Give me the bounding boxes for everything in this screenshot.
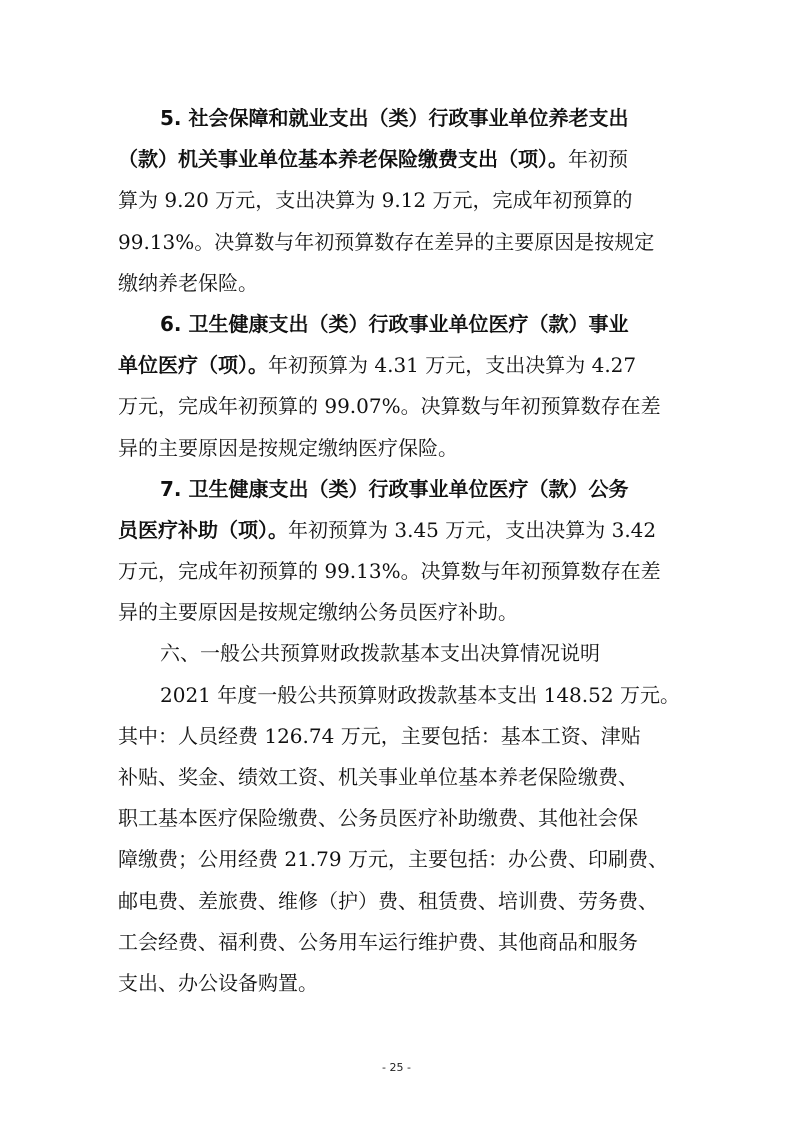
- item-7-line-4: 异的主要原因是按规定缴纳公务员医疗补助。: [118, 600, 518, 625]
- section-6-paragraph-line-1: 2021 年度一般公共预算财政拨款基本支出 148.52 万元。: [160, 682, 680, 707]
- item-5-title-part-2: （款）机关事业单位基本养老保险缴费支出（项）。: [118, 147, 568, 172]
- item-5-line-4: 99.13%。决算数与年初预算数存在差异的主要原因是按规定: [118, 229, 655, 254]
- item-7-title-part-1: 7. 卫生健康支出（类）行政事业单位医疗（款）公务: [160, 476, 629, 501]
- section-6-paragraph-line-6: 邮电费、差旅费、维修（护）费、租赁费、培训费、劳务费、: [118, 888, 658, 913]
- item-6-line-1: [118, 304, 683, 345]
- document-body: [118, 98, 683, 1004]
- item-5-line-1: [118, 98, 683, 139]
- item-7-line-1: [118, 469, 683, 510]
- item-6-title-part-2: 单位医疗（项）。: [118, 353, 268, 378]
- section-6-paragraph-line-4: 职工基本医疗保险缴费、公务员医疗补助缴费、其他社会保: [118, 806, 638, 831]
- page-number: - 25 -: [382, 1061, 411, 1074]
- item-6-title-part-1: 6. 卫生健康支出（类）行政事业单位医疗（款）事业: [160, 311, 629, 336]
- item-6-line-3: 万元，完成年初预算的 99.07%。决算数与年初预算数存在差: [118, 394, 661, 419]
- item-7-text-part-1: 年初预算为 3.45 万元，支出决算为 3.42: [288, 517, 657, 542]
- item-6-line-2: [118, 345, 683, 386]
- item-5-line-5: 缴纳养老保险。: [118, 270, 258, 295]
- item-5-line-2: [118, 139, 683, 180]
- item-5-title-part-1: 5. 社会保障和就业支出（类）行政事业单位养老支出: [160, 106, 629, 130]
- item-6-line-4: 异的主要原因是按规定缴纳医疗保险。: [118, 435, 458, 460]
- item-7-line-3: 万元，完成年初预算的 99.13%。决算数与年初预算数存在差: [118, 559, 661, 584]
- section-6-paragraph-line-7: 工会经费、福利费、公务用车运行维护费、其他商品和服务: [118, 929, 638, 954]
- section-6-paragraph-line-5: 障缴费；公用经费 21.79 万元，主要包括：办公费、印刷费、: [118, 847, 668, 872]
- item-5-text-part-1: 年初预: [568, 147, 628, 172]
- section-6-paragraph-line-8: 支出、办公设备购置。: [118, 970, 318, 995]
- section-6-paragraph-line-3: 补贴、奖金、绩效工资、机关事业单位基本养老保险缴费、: [118, 765, 638, 789]
- item-6-text-part-1: 年初预算为 4.31 万元，支出决算为 4.27: [268, 353, 637, 378]
- section-6-paragraph-line-2: 其中：人员经费 126.74 万元，主要包括：基本工资、津贴: [118, 723, 641, 748]
- item-7-line-2: [118, 510, 683, 551]
- section-6-heading: 六、一般公共预算财政拨款基本支出决算情况说明: [160, 641, 600, 666]
- item-7-title-part-2: 员医疗补助（项）。: [118, 517, 288, 542]
- item-5-line-3: 算为 9.20 万元，支出决算为 9.12 万元，完成年初预算的: [118, 188, 633, 213]
